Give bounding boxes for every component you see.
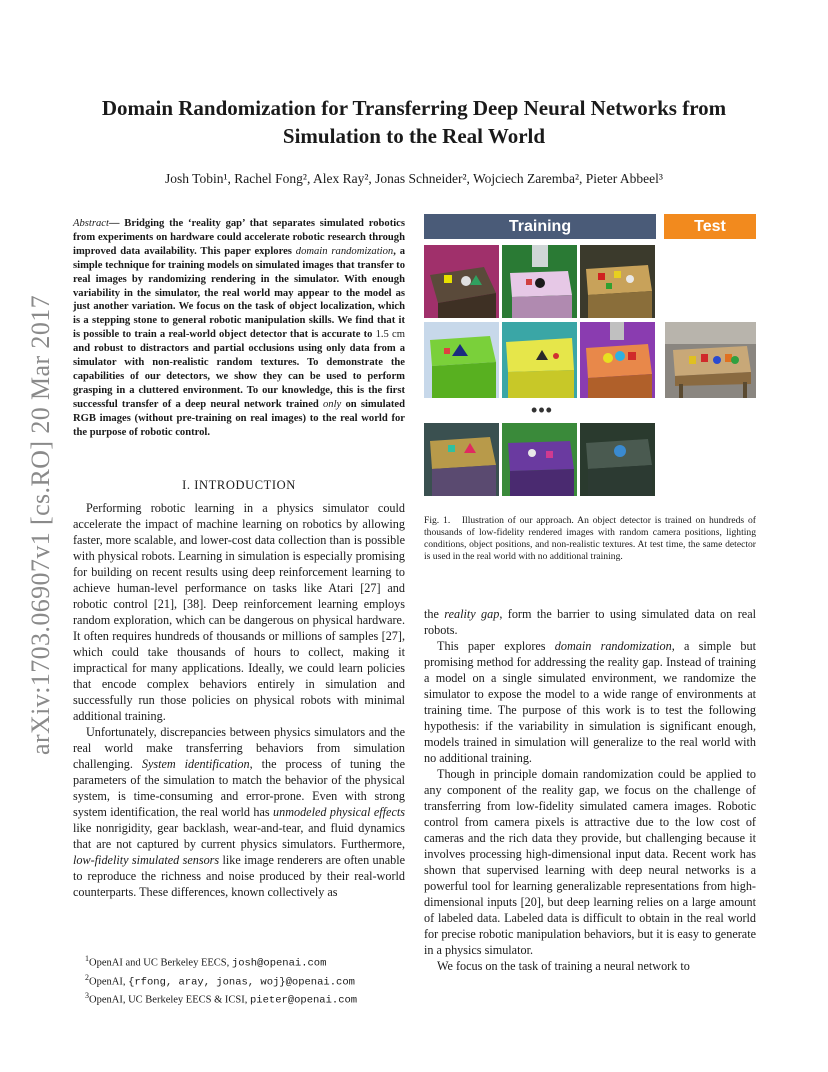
abstract-em-3: only <box>323 398 342 410</box>
rp1-text-b: , form the barrier to using simulated data on real robots. <box>424 607 756 637</box>
abstract-em-1: domain randomization <box>295 245 394 257</box>
sim-render-image <box>424 423 499 496</box>
abstract-label: Abstract <box>73 218 109 229</box>
real-world-test-image <box>665 322 756 398</box>
section-heading-introduction: I. INTRODUCTION <box>182 478 296 492</box>
sim-render-image <box>580 322 655 398</box>
left-column <box>73 500 405 900</box>
right-paragraph-3: Though in principle domain randomization could be applied to any component of the reality gap, we focus on the challenge of transferring from low-fidelity simulated camera images. Robotic control from camera pixels is attractive due to the low cost of cameras and the rich data they provide, but challenging because it involves processing high-dimensional input data. Recent work has shown that supervised learning with deep neural networks is a powerful tool for learning generalizable representations from high-dimensional inputs [20], but deep learning relies on a large amount of labeled data. Labeled data is difficult to obtain in the real world for precise robotic manipulation behaviors, but it is easy to generate in a physics simulator. <box>424 767 756 957</box>
footnote-1 <box>85 952 415 971</box>
right-paragraph-1 <box>424 606 756 638</box>
footnote-2-mark: 2 <box>85 972 89 982</box>
figure-1 <box>424 214 756 496</box>
title-line-1: Domain Randomization for Transferring Deep Neural Networks from <box>101 96 727 120</box>
para2-em-system-identification: System identification <box>141 757 250 771</box>
caption-text: Illustration of our approach. An object detector is trained on hundreds of thousands of low-fidelity rendered images with random camera positions, lighting conditions, object positions, and non-realistic textures. At test time, the same detector is used in the real world with no additional training. <box>424 515 756 562</box>
caption-label: Fig. 1. <box>424 515 451 526</box>
sim-render-image <box>502 423 577 496</box>
para2-em-low-fidelity: low-fidelity simulated sensors <box>73 853 220 867</box>
abstract-text-1: Bridging the ‘reality gap’ that separates simulated robotics from experiments on hardware could accelerate robotic research through improved data availability. This paper explores <box>73 218 405 257</box>
footnote-3 <box>85 989 415 1008</box>
abstract-dash: — <box>108 218 125 229</box>
arxiv-id: arXiv:1703.06907v1 [cs.RO] 20 Mar 2017 <box>26 294 55 755</box>
rp2-text-b: , a simple but promising method for addressing the reality gap. Instead of training a model on a single simulated environment, we randomize the simulator to expose the model to a wide range of environments at training time. The purpose of this work is to test the following hypothesis: if the variability in simulation is significant enough, models trained in simulation will generalize to the real world with no additional training. <box>424 639 756 765</box>
abstract-em-2: 1.5 cm <box>375 329 405 341</box>
abstract-text-3: and robust to distractors and partial occlusions using only data from a simulator with non-realistic random textures. To demonstrate the capabilities of our detectors, we show they can be used to perform grasping in a cluttered environment. To our knowledge, this is the first successful transfer of a deep neural network trained <box>73 343 405 410</box>
footnote-3-email[interactable]: pieter@openai.com <box>249 994 358 1007</box>
author-list: Josh Tobin¹, Rachel Fong², Alex Ray², Jonas Schneider², Wojciech Zaremba², Pieter Abbeel³ <box>165 171 663 186</box>
rp1-text-a: the <box>424 607 445 621</box>
right-paragraph-4: We focus on the task of training a neural network to <box>437 959 690 973</box>
right-column <box>424 606 756 974</box>
sim-render-image <box>502 322 577 398</box>
paper-title <box>60 94 768 150</box>
rp2-text-a: This paper explores <box>437 639 555 653</box>
footnote-2 <box>85 971 415 990</box>
training-header: Training <box>424 214 656 239</box>
title-line-2: Simulation to the Real World <box>282 124 546 148</box>
footnotes <box>85 952 415 1008</box>
sim-render-image <box>580 245 655 318</box>
para2-text-c: like nonrigidity, gear backlash, wear-and-tear, and fluid dynamics that are not captured by current physics simulators. Furthermore, <box>73 821 405 851</box>
figure-1-caption <box>424 515 756 563</box>
footnote-2-text: OpenAI, <box>89 976 129 987</box>
para2-text-a: Unfortunately, discrepancies between physics simulators and the real world make transferring behaviors from simulation challenging. <box>73 725 405 771</box>
intro-paragraph-2 <box>73 724 405 900</box>
rp2-em-domain-randomization: domain randomization <box>554 639 672 653</box>
test-header: Test <box>664 214 756 239</box>
footnote-1-text: OpenAI and UC Berkeley EECS, <box>89 957 232 969</box>
ellipsis-indicator: ••• <box>531 400 553 420</box>
sim-render-image <box>424 245 499 318</box>
para2-text-d: like image renderers are often unable to reproduce the richness and noise produced by their real-world counterparts. These differences, known collectively as <box>73 853 405 899</box>
rp1-em-reality-gap: reality gap <box>444 607 500 621</box>
intro-paragraph-1: Performing robotic learning in a physics simulator could accelerate the impact of machine learning on robotics by allowing faster, more scalable, and lower-cost data collection than is possible with physical robots. Learning in simulation is especially promising for building on recent results using deep reinforcement learning to achieve human-level performance on tasks like Atari [27] and robotic control [21], [38]. Deep reinforcement learning employs random exploration, which can be dangerous on physical hardware. It often requires hundreds of thousands or millions of samples [27], which could take thousands of hours to collect, making it impractical for many applications. Ideally, we could learn policies that encode complex behaviors entirely in simulation and successfully run those policies on physical robots with minimal additional training. <box>73 501 405 723</box>
footnote-1-email[interactable]: josh@openai.com <box>231 957 327 970</box>
footnote-3-text: OpenAI, UC Berkeley EECS & ICSI, <box>89 994 250 1006</box>
footnote-3-mark: 3 <box>85 991 89 1000</box>
abstract <box>73 217 405 440</box>
footnote-1-mark: 1 <box>85 954 89 963</box>
para2-em-unmodeled-effects: unmodeled physical effects <box>273 805 405 819</box>
abstract-text-4: on simulated RGB images (without pre-training on real images) to the real world for the purpose of robotic control. <box>73 398 405 438</box>
footnote-2-email[interactable]: {rfong, aray, jonas, woj}@openai.com <box>128 976 355 988</box>
para2-text-b: , the process of tuning the parameters of the simulation to match the behavior of the physical system, is time-consuming and error-prone. Even with strong system identification, the real world has <box>73 757 405 819</box>
right-paragraph-2 <box>424 638 756 766</box>
sim-render-image <box>580 423 655 496</box>
sim-render-image <box>424 322 499 398</box>
sim-render-image <box>502 245 577 318</box>
abstract-text-2: , a simple technique for training models on simulated images that transfer to real images by randomizing rendering in the simulator. With enough variability in the simulator, the real world may appear to the model as just another variation. We focus on the task of object localization, which is a stepping stone to general robotic manipulation skills. We find that it is possible to train a real-world object detector that is accurate to <box>73 245 405 341</box>
